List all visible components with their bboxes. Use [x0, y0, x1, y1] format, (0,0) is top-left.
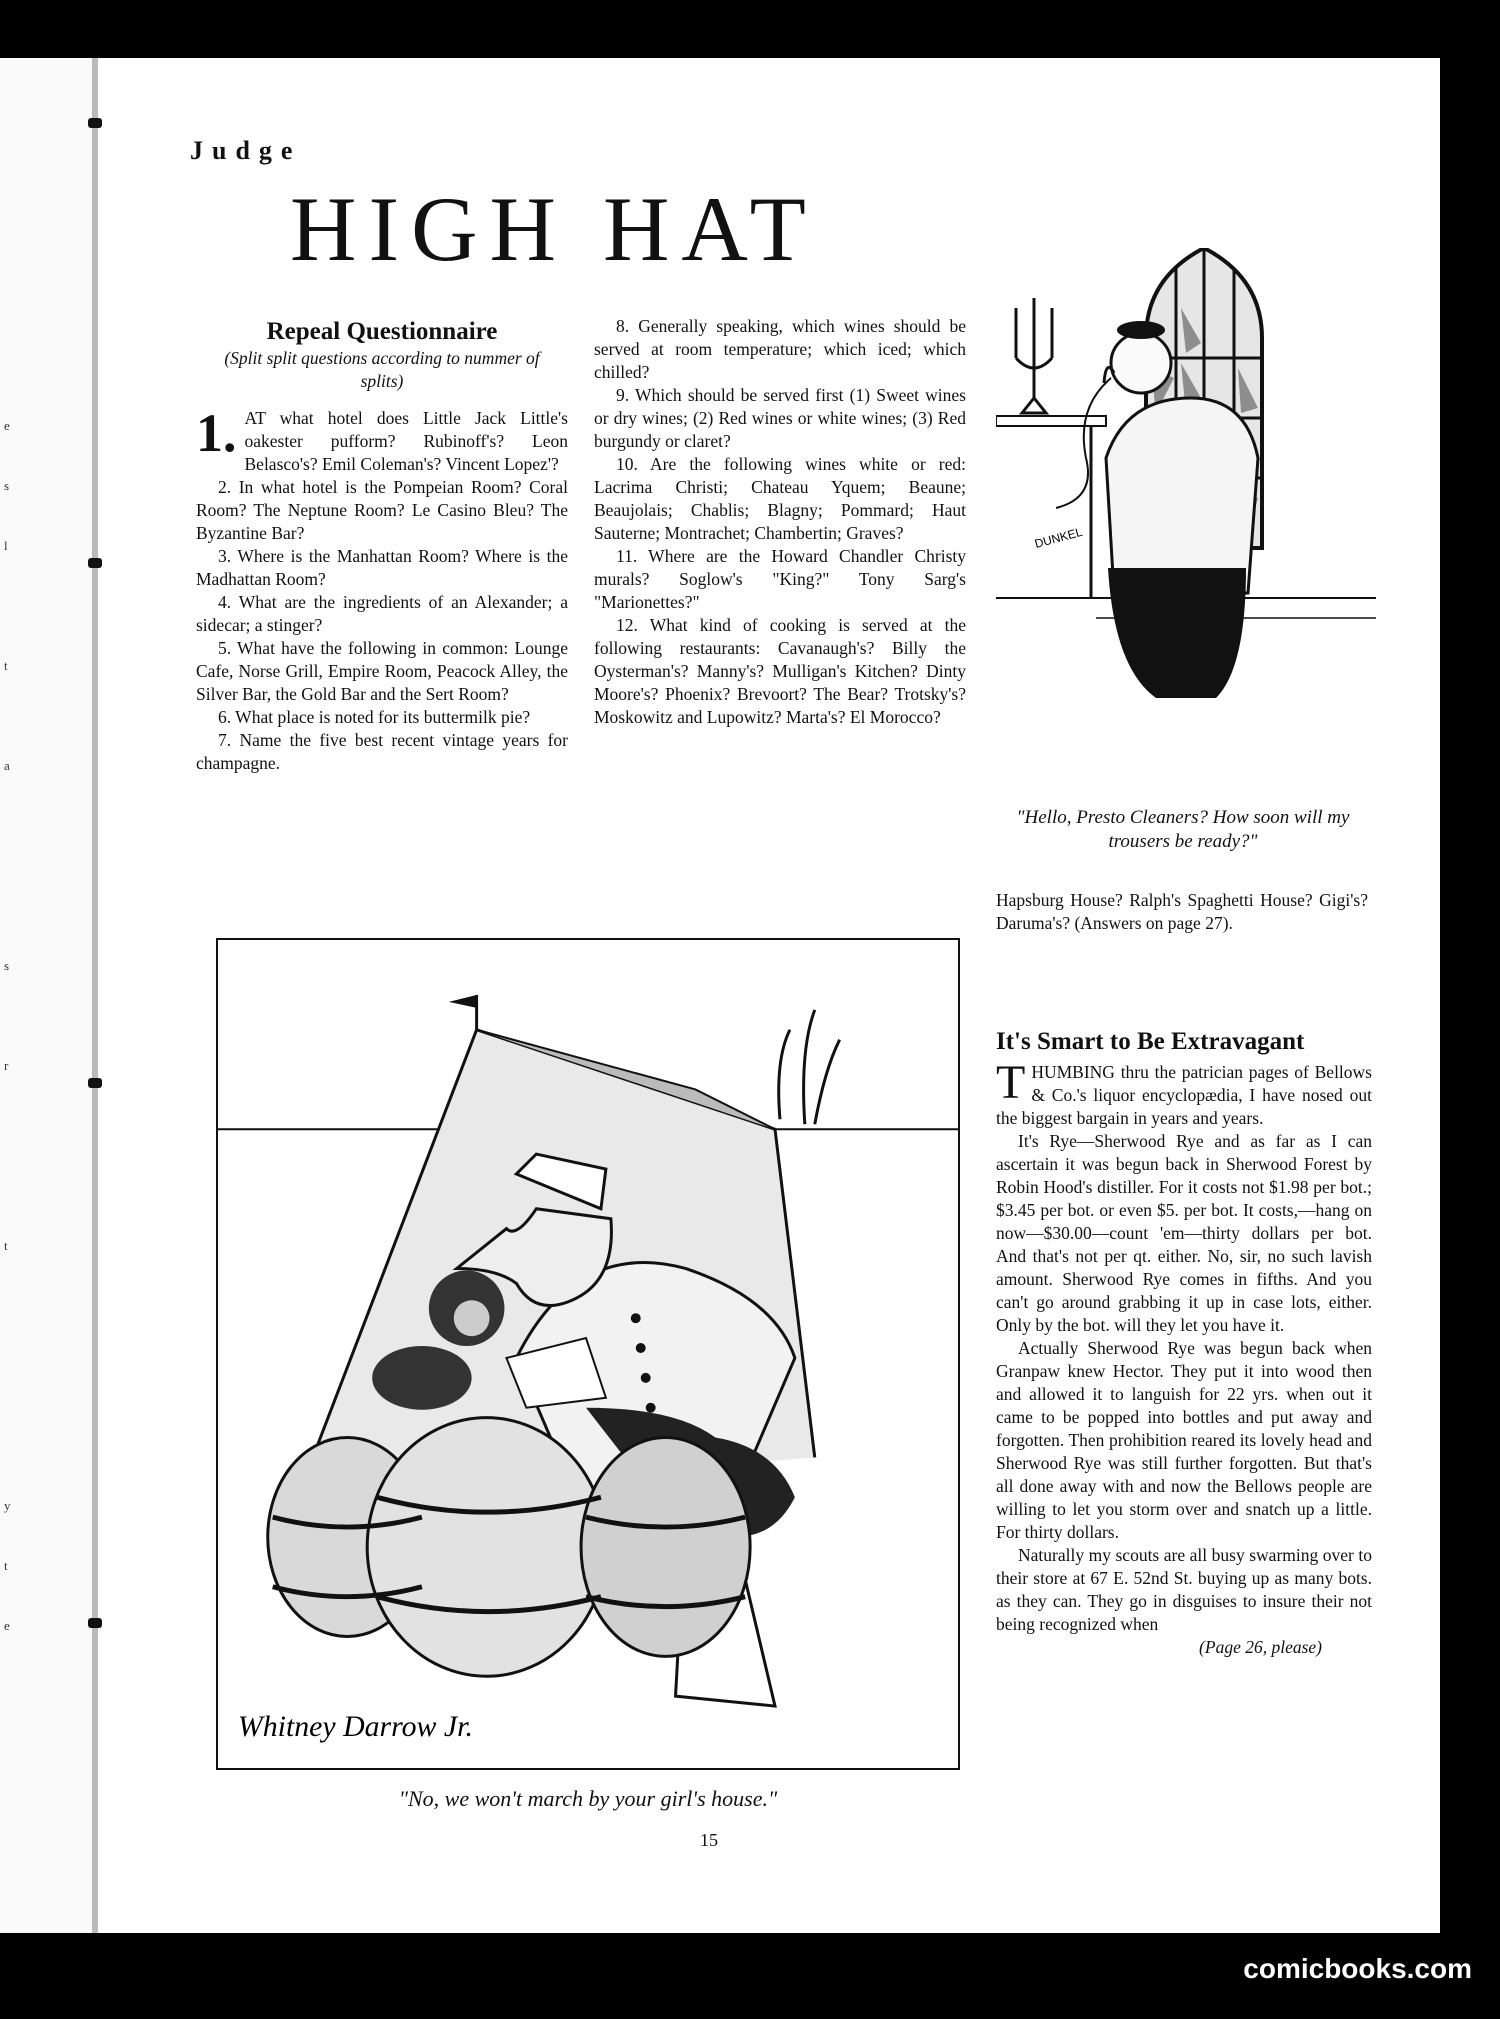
masthead: Judge	[190, 136, 302, 165]
question-9: 9. Which should be served first (1) Sweet wines or dry wines; (2) Red wines or white wines; (3) Red burgundy or claret?	[594, 385, 966, 451]
drop-number: 1.	[196, 403, 237, 463]
question-7: 7. Name the five best recent vintage years for champagne.	[196, 730, 568, 773]
questionnaire-continued	[996, 889, 1368, 935]
soldier-cartoon	[216, 938, 960, 1770]
question-2: 2. In what hotel is the Pompeian Room? Coral Room? The Neptune Room? Le Casino Bleu? The Byzantine Bar?	[196, 477, 568, 543]
question-11: 11. Where are the Howard Chandler Christy murals? Soglow's "King?" Tony Sarg's "Marionettes?"	[594, 546, 966, 612]
question-1: 1. AT what hotel does Little Jack Little's oakester pufform? Rubinoff's? Leon Belasco's? Emil Coleman's? Vincent Lopez'?	[196, 403, 568, 474]
magazine-page	[0, 58, 1440, 1933]
question-12-continued: Hapsburg House? Ralph's Spaghetti House? Gigi's? Daruma's? (Answers on page 27).	[996, 890, 1368, 933]
article-dropcap: T	[996, 1056, 1026, 1109]
page-spine	[92, 58, 98, 1933]
continued-reference: (Page 26, please)	[1199, 1637, 1322, 1657]
svg-text:DUNKEL: DUNKEL	[1033, 524, 1084, 551]
article-paragraph-4: Naturally my scouts are all busy swarming over to their store at 67 E. 52nd St. buying up as many bots. as they can. They go in disguises to insure their not being recognized when	[996, 1545, 1372, 1634]
question-8: 8. Generally speaking, which wines should be served at room temperature; which iced; which chilled?	[594, 316, 966, 382]
svg-text:Whitney Darrow Jr.: Whitney Darrow Jr.	[237, 1709, 473, 1743]
section-title: Repeal Questionnaire	[266, 318, 498, 345]
priest-cartoon	[996, 248, 1376, 788]
question-5: 5. What have the following in common: Lounge Cafe, Norse Grill, Empire Room, Peacock Alley, the Silver Bar, the Gold Bar and the Sert Room?	[196, 638, 568, 704]
article-column	[996, 1030, 1372, 1659]
headline: HIGH HAT	[290, 178, 818, 280]
question-4: 4. What are the ingredients of an Alexander; a sidecar; a stinger?	[196, 592, 568, 635]
cartoon1-caption: "Hello, Presto Cleaners? How soon will my trousers be ready?"	[1016, 807, 1350, 852]
questionnaire-column-2	[594, 315, 966, 729]
article-title: It's Smart to Be Extravagant	[996, 1028, 1305, 1055]
article-paragraph-3: Actually Sherwood Rye was begun back when Granpaw knew Hector. They put it into wood then and allowed it to languish for 22 yrs. when out it came to be popped into bottles and put away and forgotten. Then prohibition reared its lovely head and Sherwood Rye was still further forgotten. But that's all done away with and now the Bellows people are willing to let you storm over and snatch up a little. For thirty dollars.	[996, 1338, 1372, 1542]
cartoon2-caption: "No, we won't march by your girl's house."	[398, 1786, 778, 1811]
question-3: 3. Where is the Manhattan Room? Where is the Madhattan Room?	[196, 546, 568, 589]
previous-page-edge: e s l t a s r t y t e	[0, 58, 95, 1933]
question-10: 10. Are the following wines white or red: Lacrima Christi; Chateau Yquem; Beaune; Beaujolais; Chablis; Blagny; Pommard; Haut Sauterne; Montrachet; Chambertin; Graves?	[594, 454, 966, 543]
question-6: 6. What place is noted for its buttermilk pie?	[218, 707, 531, 727]
questionnaire-column-1	[196, 320, 568, 775]
watermark[interactable]: comicbooks.com	[1243, 1953, 1472, 1984]
section-subtitle: (Split split questions according to nummer of splits)	[224, 348, 540, 391]
page-number: 15	[700, 1830, 718, 1850]
article-paragraph-1: THUMBING thru the patrician pages of Bellows & Co.'s liquor encyclopædia, I have nosed out the biggest bargain in years and years.	[996, 1056, 1372, 1128]
article-paragraph-2: It's Rye—Sherwood Rye and as far as I can ascertain it was begun back in Sherwood Forest by Robin Hood's distiller. For it costs not $1.98 per bot.; $3.45 per bot. or even $5. per bot. It costs,—hang on now—$30.00—count 'em—thirty dollars per bot. And that's not per qt. either. No, sir, no such lavish amount. Sherwood Rye comes in fifths. And you can't go around grabbing it up in case lots, either. Only by the bot. will they let you have it.	[996, 1131, 1372, 1335]
question-12: 12. What kind of cooking is served at the following restaurants: Cavanaugh's? Billy the Oysterman's? Manny's? Mulligan's Kitchen? Dinty Moore's? Phoenix? Brevoort? The Bear? Trotsky's? Moskowitz and Lupowitz? Marta's? El Morocco?	[594, 615, 966, 727]
